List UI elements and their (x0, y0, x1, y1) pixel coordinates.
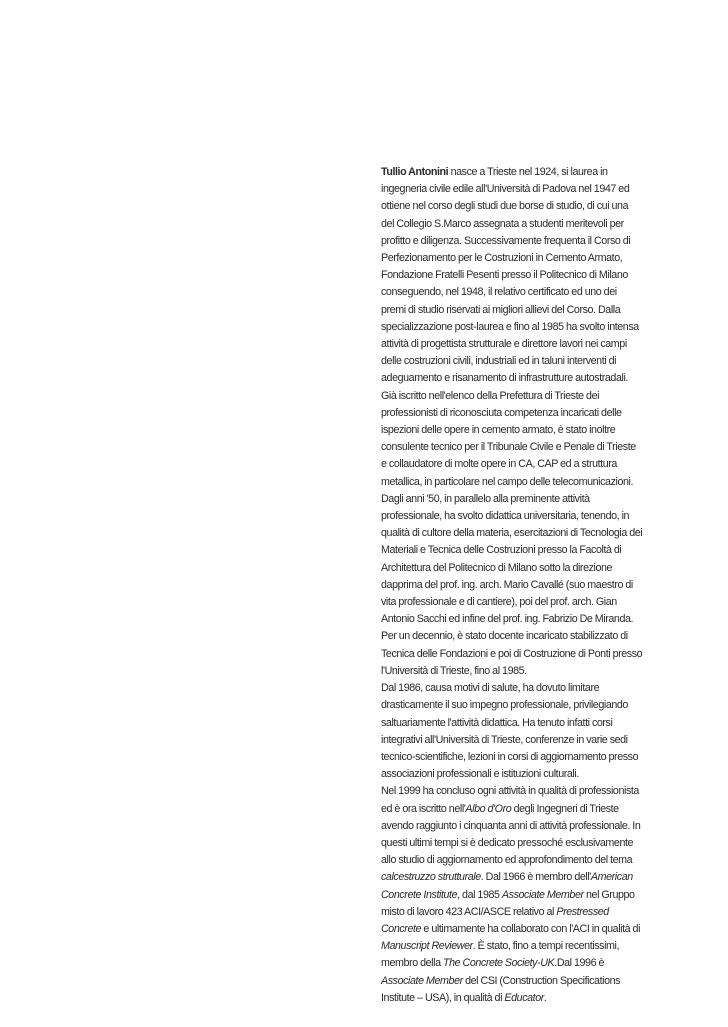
text-run: . Dal 1966 è membro dell' (480, 871, 591, 884)
italic-run: Albo d'Oro (465, 802, 512, 815)
italic-run: Associate Member (381, 974, 463, 987)
italic-run: The Concrete Society-UK (442, 957, 555, 970)
bio-paragraph-1 (381, 164, 642, 491)
italic-run: Educator (504, 991, 544, 1004)
text-run: , dal 1985 (457, 888, 502, 901)
bio-paragraph-3: Dal 1986, causa motivi di salute, ha dovuto limitare drasticamente il suo impegno professionale, privilegiando saltuariamente l'attività didattica. Ha tenuto infatti corsi integrativi all'Università di Trieste, conferenze in varie sedi tecnico-scientifiche, lezioni in corsi di aggiornamento presso associazioni professionali e istituzioni culturali. (381, 682, 639, 781)
italic-run: American Concrete Institute (381, 871, 633, 901)
italic-run: Associate Member (501, 888, 584, 901)
bio-paragraph-2: Dagli anni '50, in parallelo alla preminente attività professionale, ha svolto didattica universitaria, tenendo, in qualità di cultore della materia, esercitazioni di Tecnologia dei Materiali e Tecnica delle Costruzioni presso la Facoltà di Architettura del Politecnico di Milano sotto la direzione dapprima del prof. ing. arch. Mario Cavallé (suo maestro di vita professionale e di cantiere), poi del prof. arch. Gian Antonio Sacchi ed infine del prof. ing. Fabrizio De Miranda. Per un decennio, è stato docente incaricato stabilizzato di Tecnica delle Fondazioni e poi di Costruzione di Ponti presso l'Università di Trieste, fino al 1985. (381, 492, 643, 677)
italic-run: Manuscript Reviewer (381, 940, 473, 953)
italic-run: calcestruzzo strutturale (381, 871, 481, 884)
text-run: . (543, 991, 547, 1004)
bio-paragraph-1-text: nasce a Trieste nel 1924, si laurea in ingegneria civile edile all'Università di Padova nel 1947 ed ottiene nel corso degli studi due borse di studio, di cui una del Collegio S.Marco assegnata a studenti meritevoli per profitto e diligenza. Successivamente frequenta il Corso di Perfezionamento per le Costruzioni in Cemento Armato, Fondazione Fratelli Pesenti presso il Politecnico di Milano conseguendo, nel 1948, il relativo certificato ed uno dei premi di studio riservati ai migliori allievi del Corso. Dalla specializzazione post-laurea e fino al 1985 ha svolto intensa attività di progettista strutturale e direttore lavori nei campi delle costruzioni civili, industriali ed in taluni interventi di adeguamento e risanamento di infrastrutture autostradali. Già iscritto nell'elenco della Prefettura di Trieste dei professionisti di riconosciuta competenza incaricati delle ispezioni delle opere in cemento armato, è stato inoltre consulente tecnico per il Tribunale Civile e Penale di Trieste e collaudatore di molte opere in CA, CAP ed a struttura metallica, in particolare nel campo delle telecomunicazioni. (381, 166, 639, 488)
text-run: .Dal 1996 è (554, 957, 605, 970)
author-name: Tullio Antonini (381, 166, 449, 178)
text-run: . È stato, fino a tempi recentissimi, membro della (381, 940, 620, 970)
text-run: degli Ingegneri di Trieste avendo raggiunto i cinquanta anni di attività professionale. In questi ultimi tempi si è dedicato pressoché esclusivamente allo studio di aggiornamento ed approfondimento del tema (381, 802, 641, 867)
text-run: nel Gruppo misto di lavoro 423 ACI/ASCE relativo al (381, 888, 635, 918)
text-run: e ultimamente ha collaborato con l'ACI in qualità di (421, 922, 641, 935)
italic-run: Prestressed Concrete (381, 905, 609, 935)
bio-paragraph-4 (381, 783, 642, 1007)
text-run: Nel 1999 ha concluso ogni attività in qualità di professionista ed è ora iscritto nell' (381, 785, 639, 815)
biography-text-block (381, 164, 642, 1007)
text-run: del CSI (Construction Specifications Institute – USA), in qualità di (381, 974, 621, 1004)
